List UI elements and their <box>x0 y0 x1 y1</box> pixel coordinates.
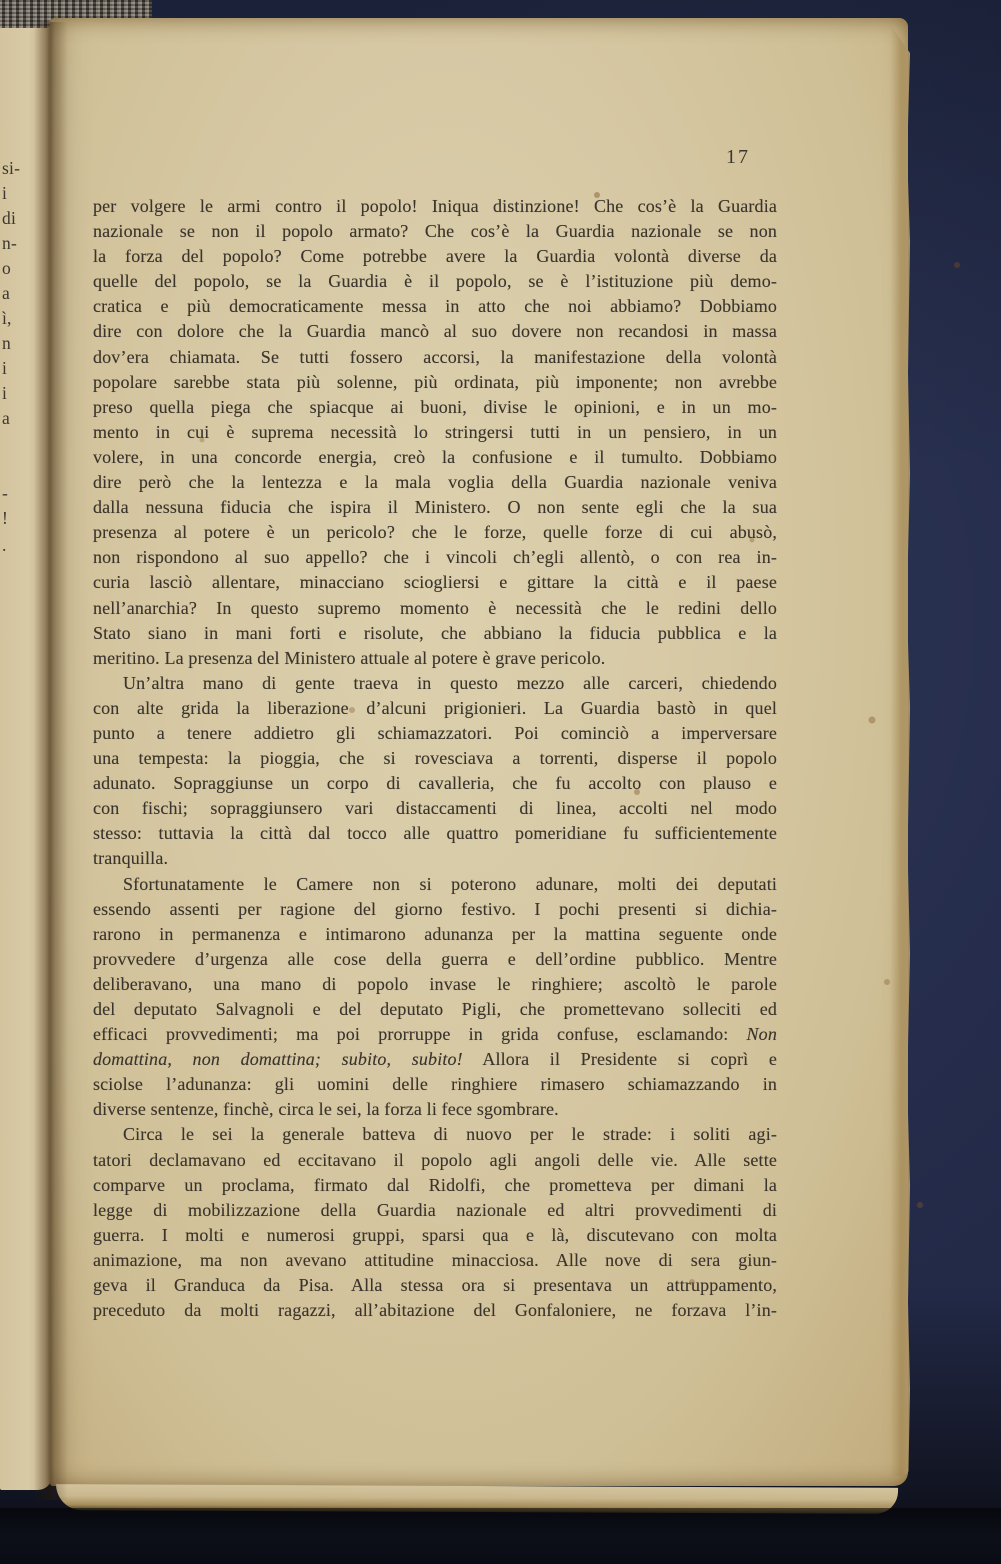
text-line: preceduto da molti ragazzi, all’abitazione del Gonfaloniere, ne forzava l’in- <box>93 1300 777 1321</box>
text-line: non rispondono al suo appello? che i vincoli ch’egli allentò, o con rea in- <box>93 547 777 568</box>
text-line: popolare sarebbe stata più solenne, più ordinata, più imponente; non avrebbe <box>93 371 777 392</box>
text-line: comparve un proclama, firmato dal Ridolfi, che prometteva per dimani la <box>93 1174 777 1195</box>
facing-page-text-fragment: n <box>2 333 11 353</box>
text-line: mento in cui è suprema necessità lo stringersi tutti in un pensiero, in un <box>93 421 777 442</box>
text-line: dalla nessuna fiducia che ispira il Ministero. O non sente egli che la sua <box>93 497 777 518</box>
text-line: volere, in una concorde energia, creò la confusione e il tumulto. Dobbiamo <box>93 446 777 467</box>
text-line: preso quella piega che spiacque ai buoni, divise le opinioni, e in un mo- <box>93 396 777 417</box>
facing-page-text-fragment: - <box>2 483 9 503</box>
page-deckle-edge <box>890 24 910 1476</box>
text-line: sciolse l’adunanza: gli uomini delle ringhiere rimasero schiamazzando in <box>93 1074 777 1095</box>
text-line: nell’anarchia? In questo supremo momento è necessità che le redini dello <box>93 597 777 618</box>
page-number: 17 <box>726 146 750 168</box>
text-line: dire però che la lentezza e la mala voglia della Guardia nazionale veniva <box>93 472 777 493</box>
text-line: cratica e più democraticamente messa in atto che noi abbiamo? Dobbiamo <box>93 296 777 317</box>
paragraph <box>93 872 777 1123</box>
text-line: Sfortunatamente le Camere non si poterono adunare, molti dei deputati <box>123 873 777 894</box>
facing-page-text-fragment: i <box>2 383 8 403</box>
text-line: legge di mobilizzazione della Guardia nazionale ed altri provvedimenti di <box>93 1199 777 1220</box>
facing-page-text-fragment: a <box>2 283 10 303</box>
text-line: diverse sentenze, finchè, circa le sei, la forza li fece sgombrare. <box>93 1099 559 1120</box>
paragraph <box>93 194 777 671</box>
facing-page-text-fragment: ! <box>2 508 9 528</box>
text-line: rarono in permanenza e intimarono adunanza per la mattina seguente onde <box>93 923 777 944</box>
facing-page-text-fragment: a <box>2 408 10 428</box>
text-line: una tempesta: la pioggia, che si rovesciava a torrenti, disperse il popolo <box>93 748 777 769</box>
text-line: la forza del popolo? Come potrebbe avere la Guardia volontà diverse da <box>93 246 777 267</box>
text-line: dov’era chiamata. Se tutti fossero accorsi, la manifestazione della volontà <box>93 346 777 367</box>
facing-page-text-fragment: o <box>2 258 11 278</box>
facing-page-text-fragment: di <box>2 208 17 228</box>
text-line: del deputato Salvagnoli e del deputato Pigli, che promettevano solleciti ed <box>93 999 777 1019</box>
text-line: domattina, non domattina; subito, subito! Allora il Presidente si coprì e <box>93 1049 777 1070</box>
text-line: deliberavano, una mano di popolo invase le ringhiere; ascoltò le parole <box>93 973 777 994</box>
paper-specks <box>50 18 54 22</box>
text-line: curia lasciò allentare, minacciano sciogliersi e gittare la città e il paese <box>93 572 777 593</box>
paragraph <box>93 1122 777 1323</box>
text-line: stesso: tuttavia la città dal tocco alle quattro pomeridiane fu sufficientemente <box>93 823 777 844</box>
text-line: efficaci provvedimenti; ma poi prorruppe in grida confuse, esclamando: Non <box>93 1024 777 1045</box>
text-line: adunato. Sopraggiunse un corpo di cavalleria, che fu accolto con plauso e <box>93 773 777 794</box>
text-line: con alte grida la liberazione d’alcuni prigionieri. La Guardia bastò in quel <box>93 697 777 718</box>
paragraph <box>93 671 777 872</box>
text-line: per volgere le armi contro il popolo! Iniqua distinzione! Che cos’è la Guardia <box>93 196 777 216</box>
text-line: Stato siano in mani forti e risolute, che abbiano la fiducia pubblica e la <box>93 622 777 643</box>
page-text <box>93 194 777 1323</box>
text-line: nazionale se non il popolo armato? Che cos’è la Guardia nazionale se non <box>93 221 777 242</box>
facing-page-text-fragment: n- <box>2 233 17 253</box>
text-line: tranquilla. <box>93 848 169 869</box>
text-line: con fischi; sopraggiunsero vari distaccamenti di linea, accolti nel modo <box>93 798 777 819</box>
facing-page-text-fragment: ì, <box>2 308 12 328</box>
book-page <box>50 18 908 1486</box>
text-line: Un’altra mano di gente traeva in questo mezzo alle carceri, chiedendo <box>123 672 777 693</box>
text-line: geva il Granduca da Pisa. Alla stessa ora si presentava un attruppamento, <box>93 1275 777 1296</box>
facing-page-text-fragment: i <box>2 358 8 378</box>
text-line: presenza al potere è un pericolo? che le forze, quelle forze di cui abusò, <box>93 522 777 543</box>
facing-page-text-fragment: . <box>2 535 7 555</box>
text-line: essendo assenti per ragione del giorno festivo. I pochi presenti si dichia- <box>93 898 777 919</box>
text-line: punto a tenere addietro gli schiamazzatori. Poi cominciò a imperversare <box>93 722 777 743</box>
text-line: animazione, ma non avevano attitudine minacciosa. Alle nove di sera giun- <box>93 1249 777 1270</box>
facing-page-text-fragment: si- <box>2 158 21 178</box>
page-bottom-edges <box>56 1484 898 1514</box>
facing-page-text-fragment: i <box>2 183 8 203</box>
text-line: guerra. I molti e numerosi gruppi, sparsi qua e là, discutevano con molta <box>93 1224 777 1245</box>
text-line: meritino. La presenza del Ministero attuale al potere è grave pericolo. <box>93 647 606 668</box>
text-line: Circa le sei la generale batteva di nuovo per le strade: i soliti agi- <box>123 1124 777 1145</box>
text-line: provvedere d’urgenza alle cose della guerra e dell’ordine pubblico. Mentre <box>93 948 777 969</box>
text-line: quelle del popolo, se la Guardia è il popolo, se è l’istituzione più demo- <box>93 271 777 292</box>
text-line: dire con dolore che la Guardia mancò al suo dovere non recandosi in massa <box>93 321 777 342</box>
text-line: tatori declamavano ed eccitavano il popolo agli angoli delle vie. Alle sette <box>93 1149 777 1170</box>
